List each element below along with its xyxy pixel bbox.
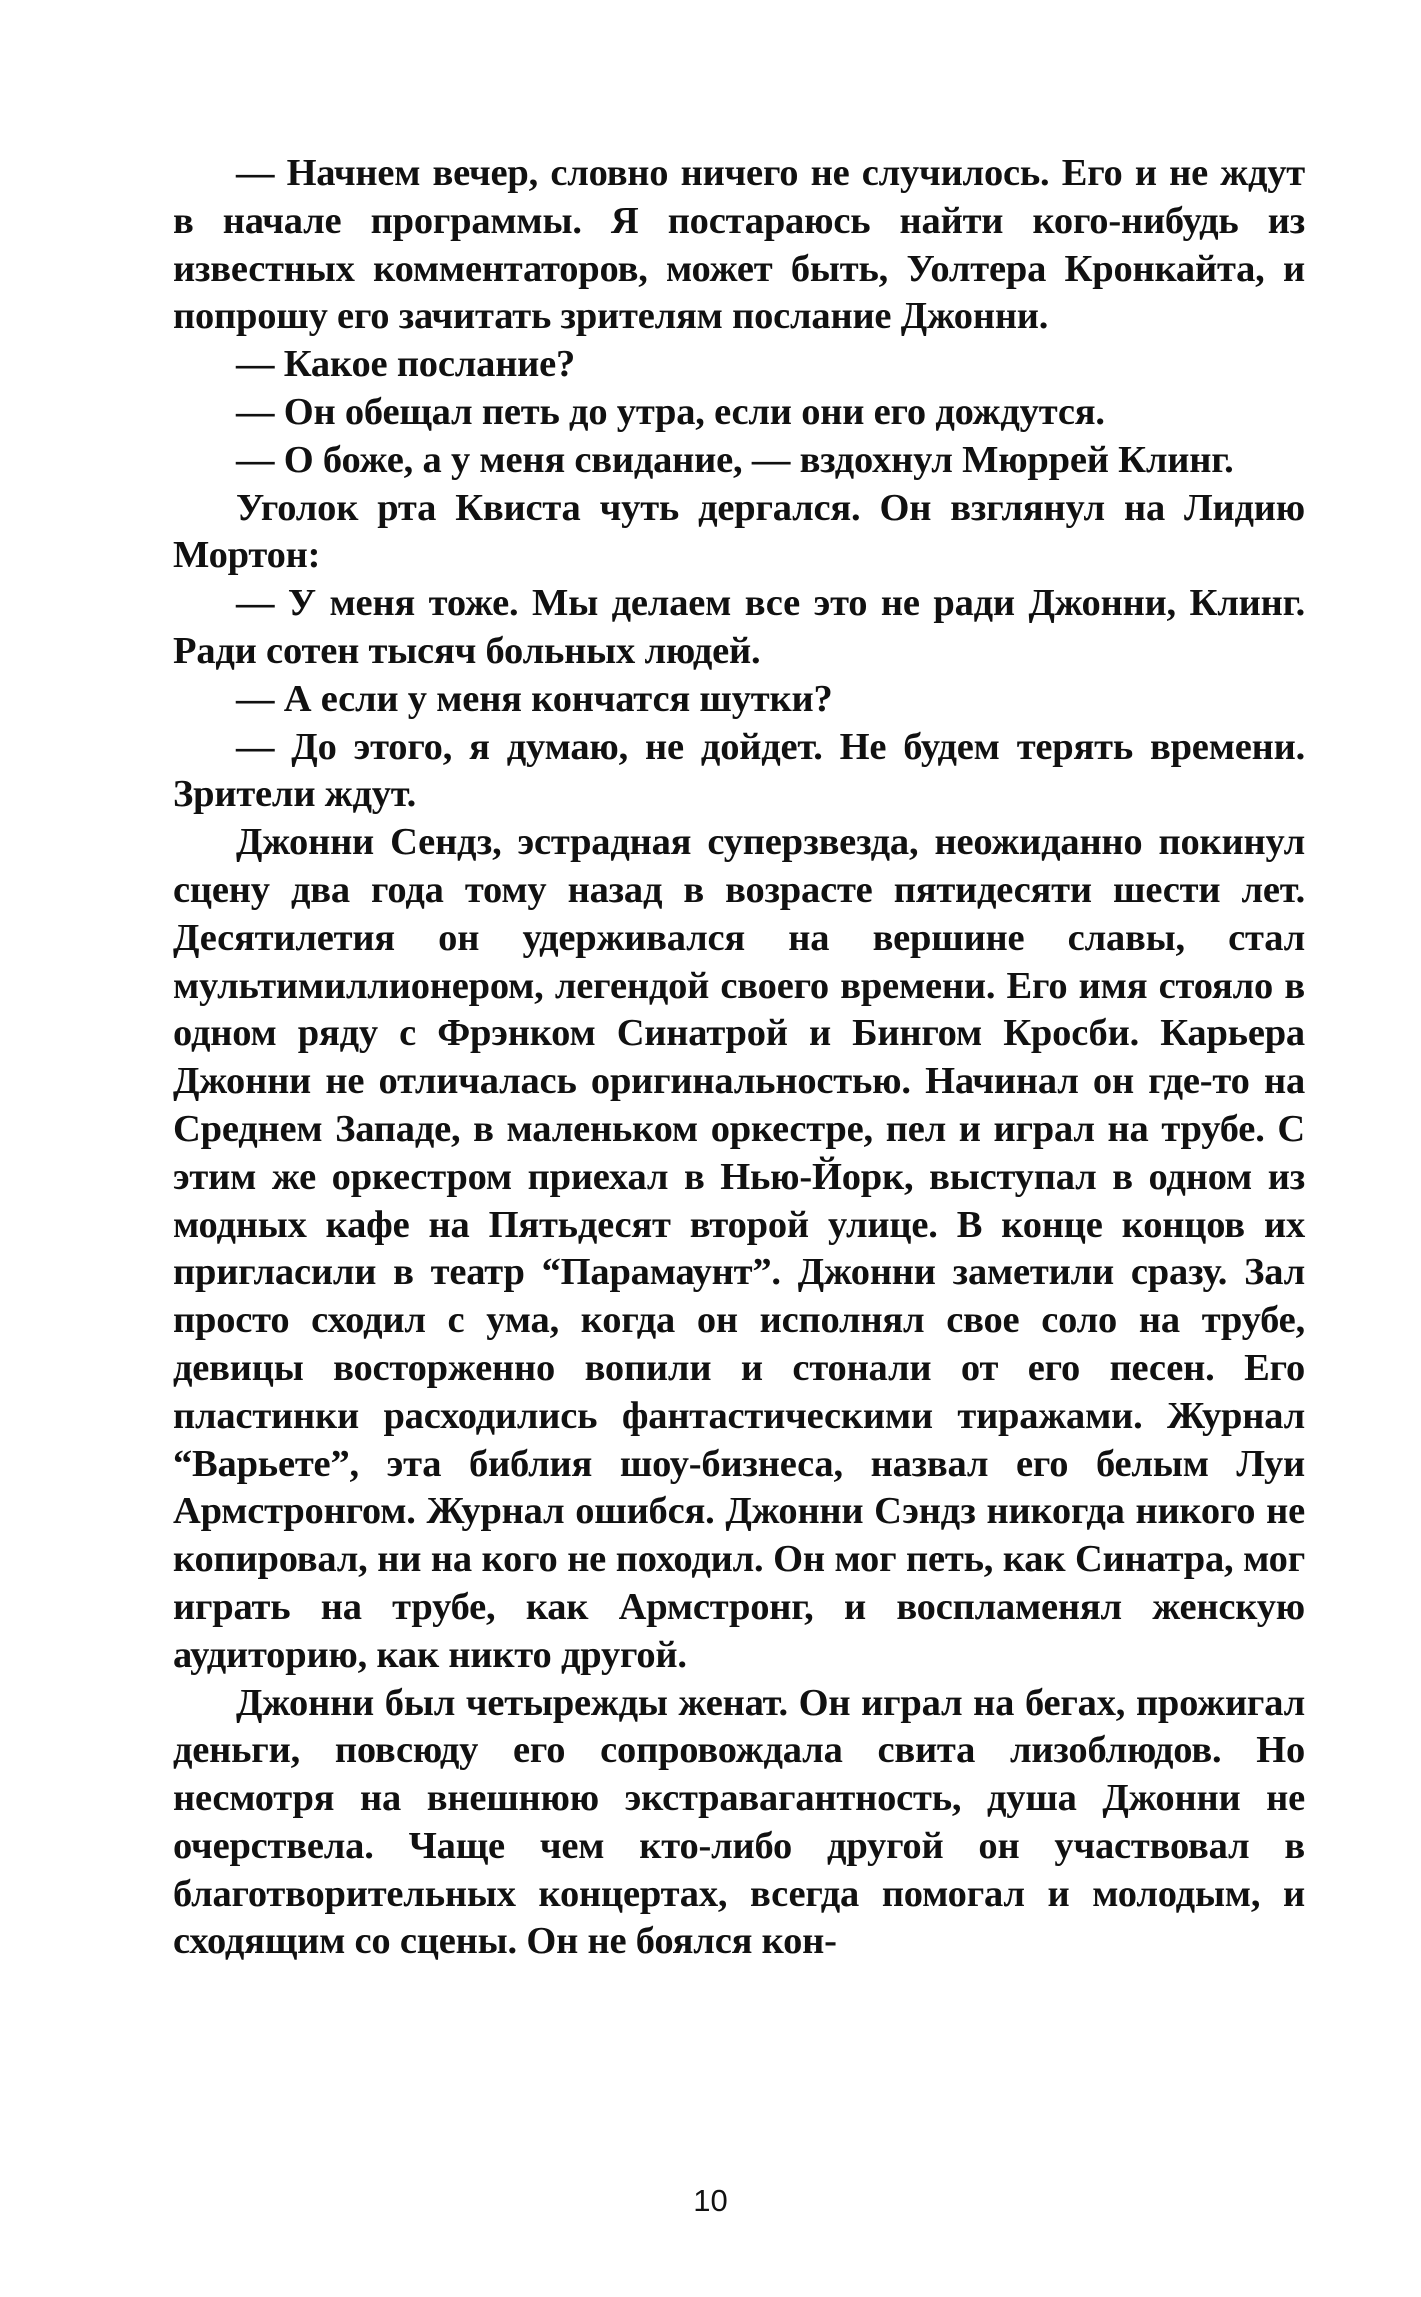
paragraph: — У меня тоже. Мы делаем все это не ради Джонни, Клинг. Ради сотен тысяч больных людей.: [173, 582, 1305, 672]
paragraph: Джонни был четырежды женат. Он играл на бегах, прожигал деньги, повсюду его сопровождала свита лизоблюдов. Но несмотря на внешнюю экстравагантность, душа Джонни не очерствела. Чаще чем кто-либо другой он участвовал в благотворительных концертах, всегда помогал и молодым, и сходящим со сцены. Он не боялся кон-: [173, 1681, 1305, 1963]
paragraph: — Начнем вечер, словно ничего не случилось. Его и не ждут в начале программы. Я постараюсь найти кого-нибудь из известных комментаторов, может быть, Уолтера Кронкайта, и попрошу его зачитать зрителям послание Джонни.: [173, 152, 1305, 338]
paragraph: — А если у меня кончатся шутки?: [236, 677, 833, 720]
paragraph: — О боже, а у меня свидание, — вздохнул Мюррей Клинг.: [236, 438, 1234, 481]
paragraph: Джонни Сендз, эстрадная суперзвезда, неожиданно покинул сцену два года тому назад в возрасте пятидесяти шести лет. Десятилетия он удерживался на вершине славы, стал мультимиллионером, легендой своего времени. Его имя стояло в одном ряду с Фрэнком Синатрой и Бингом Кросби. Карьера Джонни не отличалась оригинальностью. Начинал он где-то на Среднем Западе, в маленьком оркестре, пел и играл на трубе. С этим же оркестром приехал в Нью-Йорк, выступал в одном из модных кафе на Пятьдесят второй улице. В конце концов их пригласили в театр “Парамаунт”. Джонни заметили сразу. Зал просто сходил с ума, когда он исполнял свое соло на трубе, девицы восторженно вопили и стонали от его песен. Его пластинки расходились фантастическими тиражами. Журнал “Варьете”, эта библия шоу-бизнеса, назвал его белым Луи Армстронгом. Журнал ошибся. Джонни Сэндз никогда никого не копировал, ни на кого не походил. Он мог петь, как Синатра, мог играть на трубе, как Армстронг, и воспламенял женскую аудиторию, как никто другой.: [173, 821, 1305, 1676]
paragraph: — Какое послание?: [236, 343, 576, 386]
page-number: 10: [693, 2183, 728, 2218]
paragraph: — До этого, я думаю, не дойдет. Не будем терять времени. Зрители ждут.: [173, 725, 1305, 816]
page-text-body: [173, 150, 1305, 1966]
paragraph: — Он обещал петь до утра, если они его дождутся.: [236, 390, 1105, 433]
paragraph: Уголок рта Квиста чуть дергался. Он взглянул на Лидию Мортон:: [173, 486, 1305, 577]
